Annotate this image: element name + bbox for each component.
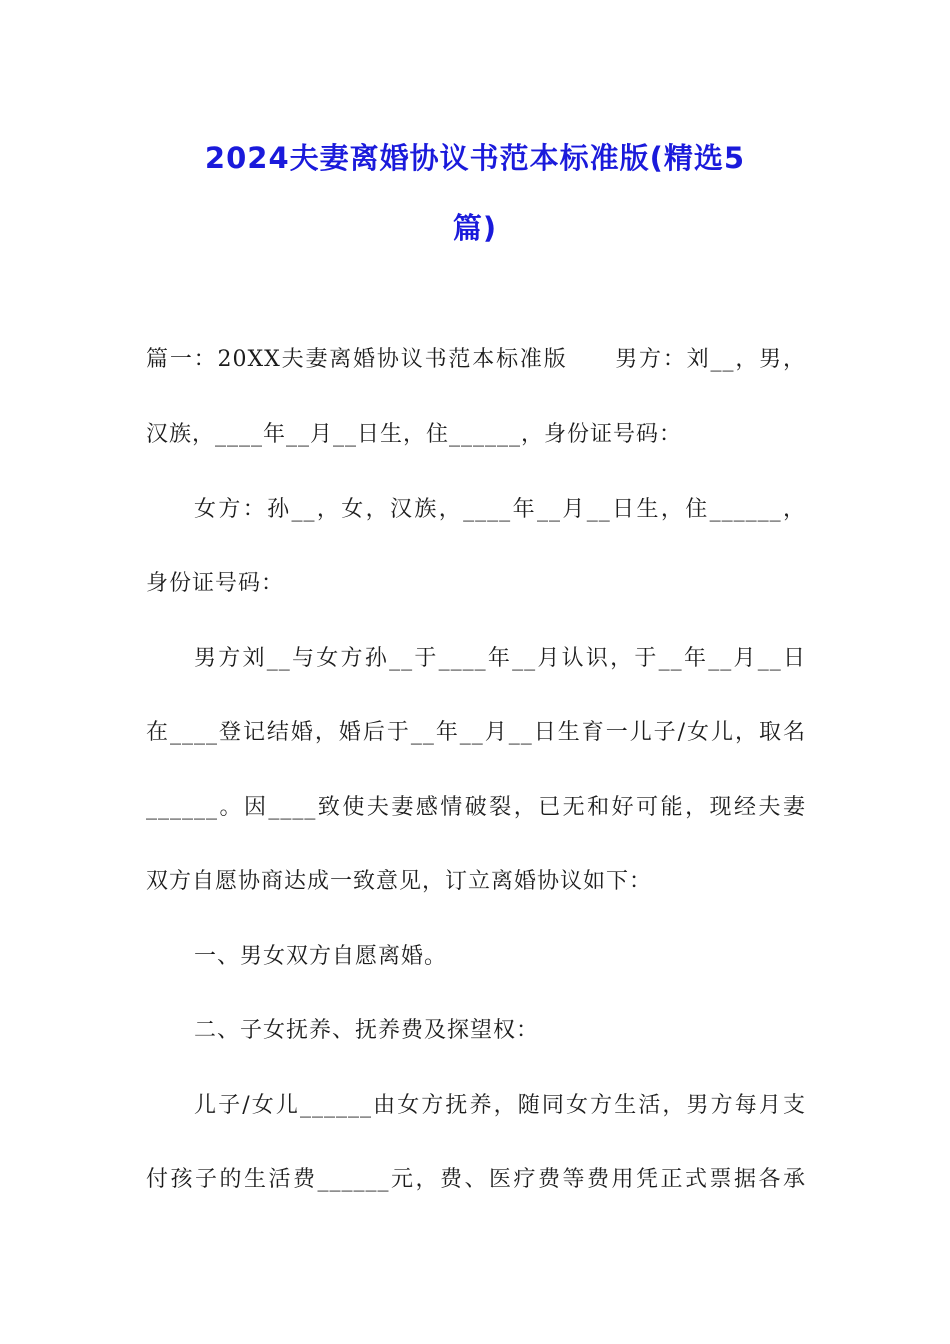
body-line-8: 双方自愿协商达成一致意见，订立离婚协议如下：	[146, 869, 653, 894]
body-line-9: 一、男女双方自愿离婚。	[194, 944, 448, 969]
body-line-12: 付孩子的生活费______元，费、医疗费等费用凭正式票据各承	[146, 1167, 806, 1192]
body-line-6: 在____登记结婚，婚后于__年__月__日生育一儿子/女儿，取名	[146, 720, 806, 745]
body-line-10: 二、子女抚养、抚养费及探望权：	[194, 1018, 540, 1043]
body-line-1: 篇一：20XX夫妻离婚协议书范本标准版 男方：刘__，男，	[146, 347, 806, 372]
body-line-7: ______。因____致使夫妻感情破裂，已无和好可能，现经夫妻	[146, 795, 806, 820]
document-title-line-2: 篇)	[452, 211, 498, 245]
document-title-line-1: 2024夫妻离婚协议书范本标准版(精选5	[204, 141, 746, 175]
body-line-2: 汉族，____年__月__日生，住______，身份证号码：	[146, 422, 683, 447]
body-line-11: 儿子/女儿______由女方抚养，随同女方生活，男方每月支	[194, 1093, 806, 1118]
body-line-3: 女方：孙__，女，汉族，____年__月__日生，住______，	[194, 497, 806, 522]
body-line-5: 男方刘__与女方孙__于____年__月认识，于__年__月__日	[194, 646, 806, 671]
body-line-4: 身份证号码：	[146, 571, 285, 596]
